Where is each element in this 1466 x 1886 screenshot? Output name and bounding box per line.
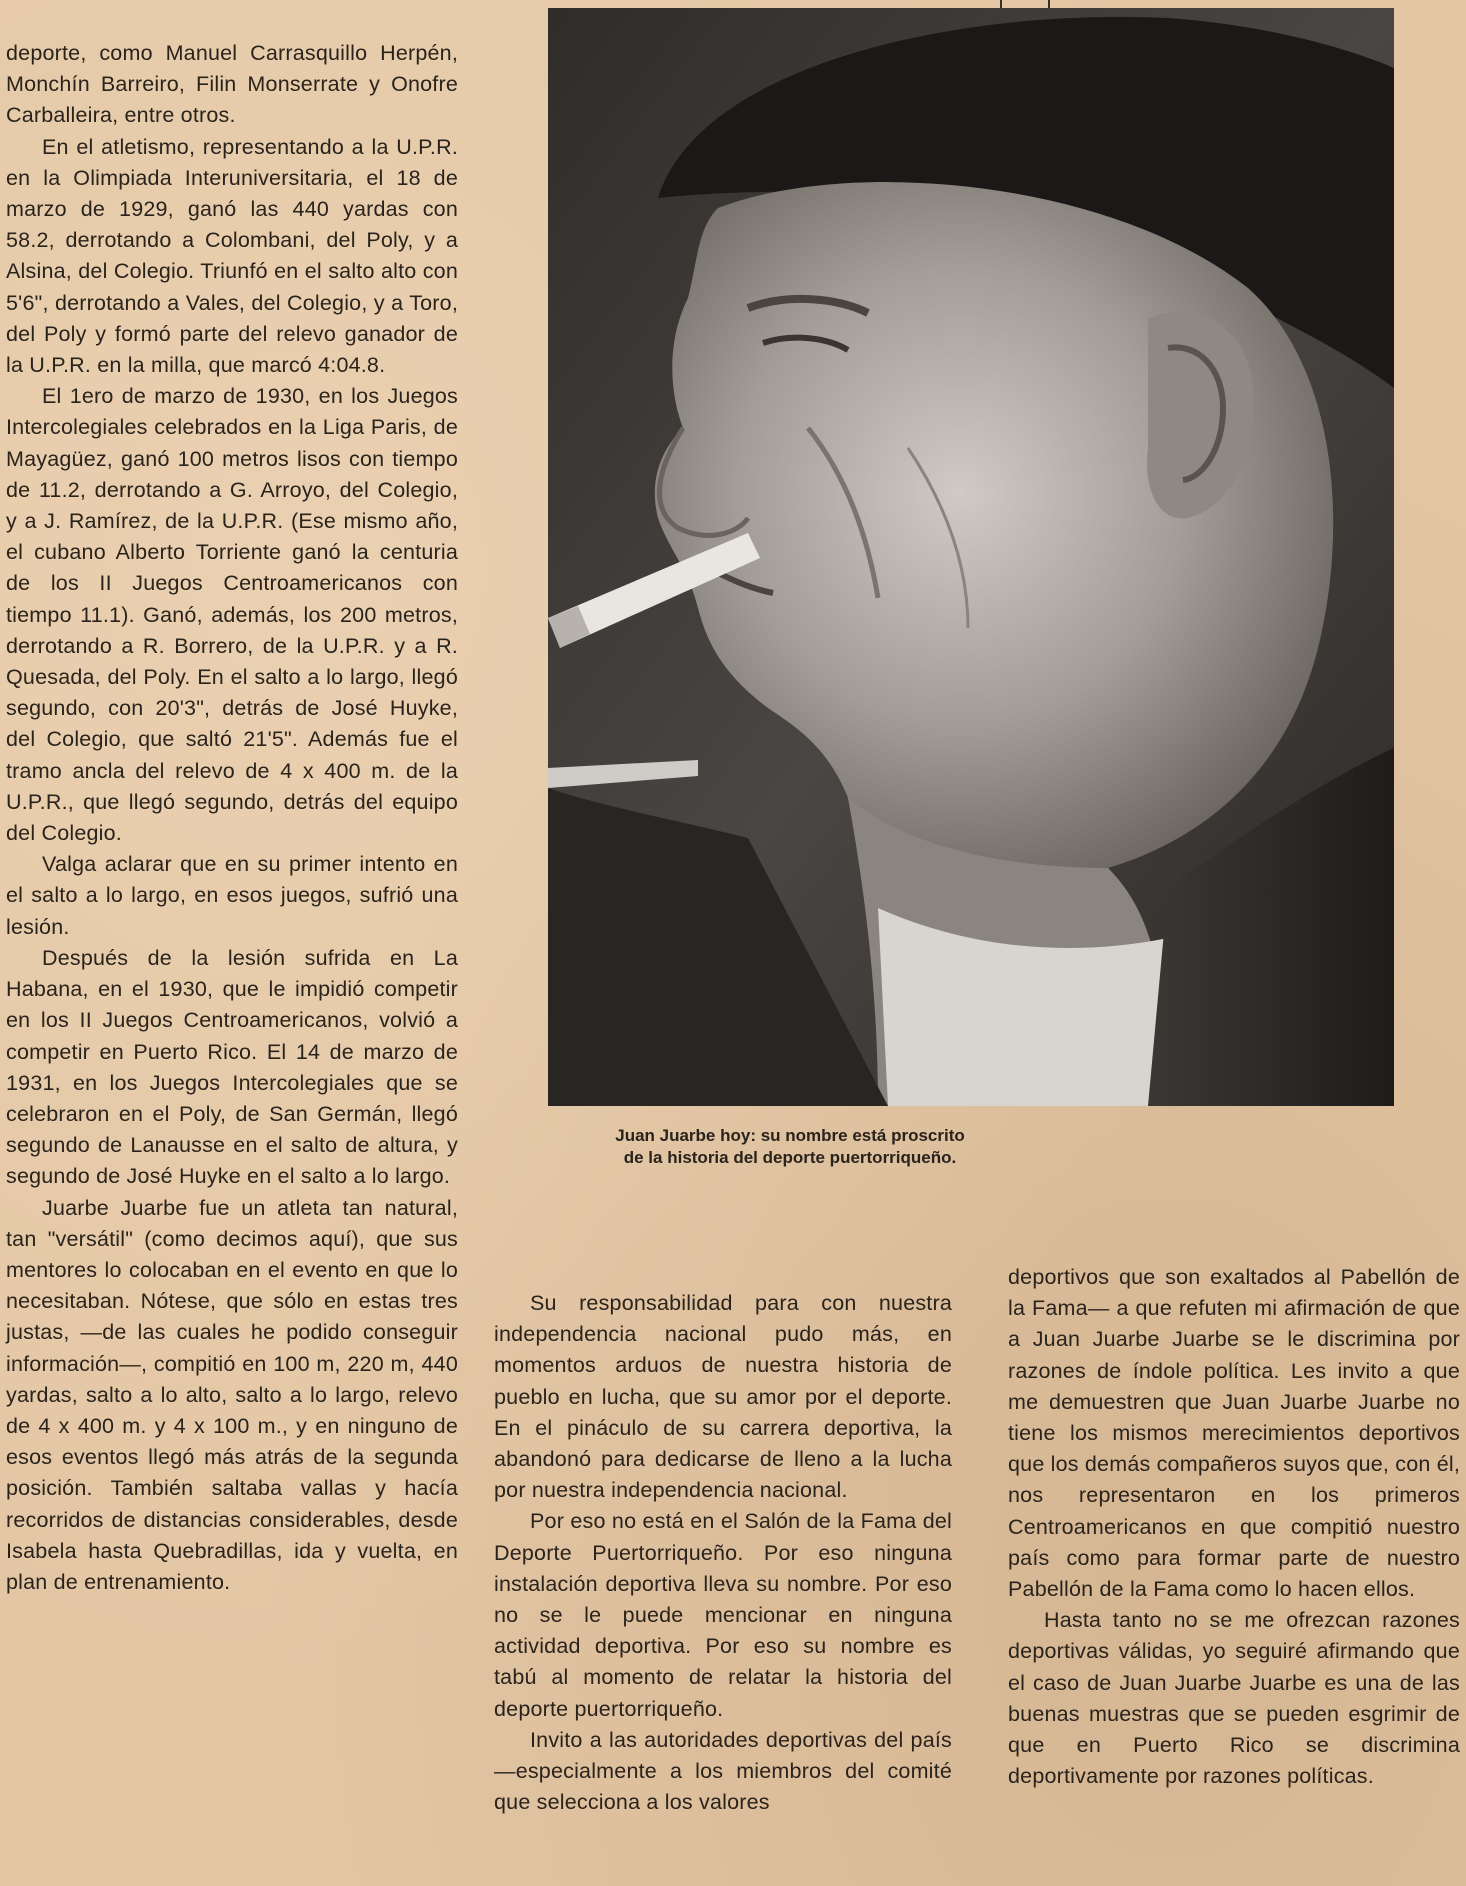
article-column-left (6, 38, 458, 1598)
paragraph: Su responsabilidad para con nuestra independencia nacional pudo más, en momentos arduos de nuestra historia de pueblo en lucha, que su amor por el deporte. En el pináculo de su carrera deportiva, la abandonó para dedicarse de lleno a la lucha por nuestra independencia nacional. (494, 1291, 952, 1503)
paragraph: Por eso no está en el Salón de la Fama del Deporte Puertorriqueño. Por eso ninguna instalación deportiva lleva su nombre. Por eso no se le puede mencionar en ninguna actividad deportiva. Por eso su nombre es tabú al momento de relatar la historia del deporte puertorriqueño. (494, 1509, 952, 1721)
paragraph: En el atletismo, representando a la U.P.R. en la Olimpiada Interuniversitaria, el 18 de marzo de 1929, ganó las 440 yardas con 58.2, derrotando a Colombani, del Poly, y a Alsina, del Colegio. Triunfó en el salto alto con 5'6", derrotando a Vales, del Colegio, y a Toro, del Poly y formó parte del relevo ganador de la U.P.R. en la milla, que marcó 4:04.8. (6, 134, 458, 378)
paragraph: Después de la lesión sufrida en La Habana, en el 1930, que le impidió competir en los II Juegos Centroamericanos, volvió a competir en Puerto Rico. El 14 de marzo de 1931, en los Juegos Intercolegiales que se celebraron en el Poly, de San Germán, llegó segundo de Lanausse en el salto de altura, y segundo de José Huyke en el salto a lo largo. (6, 945, 458, 1189)
portrait-illustration (548, 8, 1394, 1106)
paragraph: Invito a las autoridades deportivas del país —especialmente a los miembros del comité que selecciona a los valores (494, 1727, 952, 1815)
paragraph: Hasta tanto no se me ofrezcan razones deportivas válidas, yo seguiré afirmando que el caso de Juan Juarbe Juarbe es una de las buenas muestras que se pueden esgrimir de que en Puerto Rico se discrimina deportivamente por razones políticas. (1008, 1608, 1460, 1789)
article-column-right (1008, 1262, 1460, 1792)
paragraph: deporte, como Manuel Carrasquillo Herpén, Monchín Barreiro, Filin Monserrate y Onofre Carballeira, entre otros. (6, 41, 458, 128)
paragraph: deportivos que son exaltados al Pabellón de la Fama— a que refuten mi afirmación de que a Juan Juarbe Juarbe se le discrimina por razones de índole política. Les invito a que me demuestren que Juan Juarbe Juarbe no tiene los mismos merecimientos deportivos que los demás compañeros suyos que, con él, nos representaron en los primeros Centroamericanos en que compitió nuestro país como para formar parte de nuestro Pabellón de la Fama como lo hacen ellos. (1008, 1265, 1460, 1602)
photo-caption (560, 1125, 1020, 1169)
caption-line: Juan Juarbe hoy: su nombre está proscrito (615, 1126, 965, 1145)
paragraph: Valga aclarar que en su primer intento en el salto a lo largo, en esos juegos, sufrió una lesión. (6, 852, 458, 939)
paragraph: El 1ero de marzo de 1930, en los Juegos Intercolegiales celebrados en la Liga Paris, de Mayagüez, ganó 100 metros lisos con tiempo de 11.2, derrotando a G. Arroyo, del Colegio, y a J. Ramírez, de la U.P.R. (Ese mismo año, el cubano Alberto Torriente ganó la centuria de los II Juegos Centroamericanos con tiempo 11.1). Ganó, además, los 200 metros, derrotando a R. Borrero, de la U.P.R. y a R. Quesada, del Poly. En el salto a lo largo, llegó segundo, con 20'3", detrás de José Huyke, del Colegio, que saltó 21'5". Además fue el tramo ancla del relevo de 4 x 400 m. de la U.P.R., que llegó segundo, detrás del equipo del Colegio. (6, 384, 458, 846)
caption-line: de la historia del deporte puertorriqueño. (623, 1148, 957, 1167)
article-column-middle (494, 1288, 952, 1818)
paragraph: Juarbe Juarbe fue un atleta tan natural, tan "versátil" (como decimos aquí), que sus mentores lo colocaban en el evento en que lo necesitaban. Nótese, que sólo en estas tres justas, —de las cuales he podido conseguir información—, compitió en 100 m, 220 m, 440 yardas, salto a lo alto, salto a lo largo, relevo de 4 x 400 m. y 4 x 100 m., y en ninguno de esos eventos llegó más atrás de la segunda posición. También saltaba vallas y hacía recorridos de distancias considerables, desde Isabela hasta Quebradillas, ida y vuelta, en plan de entrenamiento. (6, 1195, 458, 1594)
portrait-photo (548, 8, 1394, 1106)
